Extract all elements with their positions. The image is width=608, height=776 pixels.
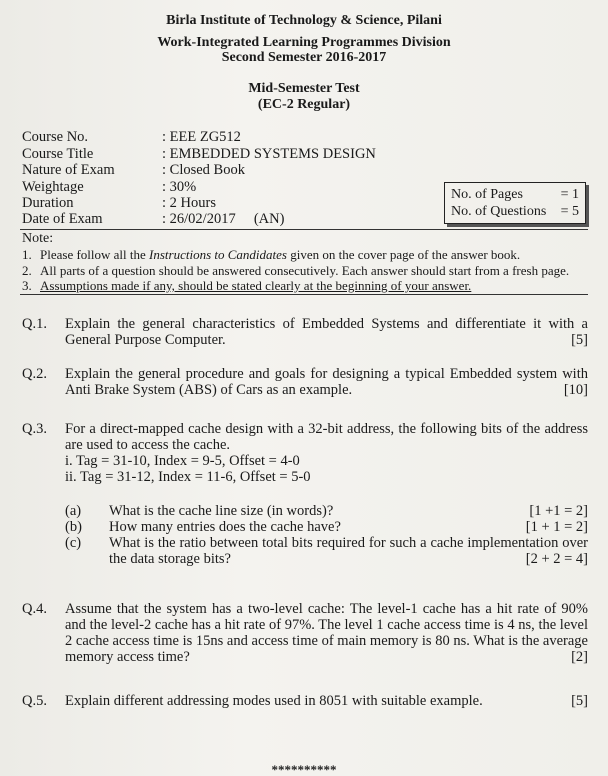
regulation: (EC-2 Regular) xyxy=(257,97,351,112)
pages-value: = 1 xyxy=(560,187,579,202)
question-number: Q.1. xyxy=(22,316,47,332)
part-marks: [1 +1 = 2] xyxy=(529,503,588,519)
detail-value: : 30% xyxy=(162,179,197,195)
question-part xyxy=(65,503,588,519)
question-number: Q.5. xyxy=(22,693,47,709)
question-5 xyxy=(22,693,588,709)
division-name: Work-Integrated Learning Programmes Division xyxy=(157,35,451,50)
question-1 xyxy=(22,316,588,348)
note-number: 1. xyxy=(22,247,32,262)
part-text: What is the cache line size (in words)? xyxy=(109,503,334,519)
question-4 xyxy=(22,601,588,665)
note-item xyxy=(22,278,471,294)
part-label: (c) xyxy=(65,535,82,551)
part-text: How many entries does the cache have? xyxy=(109,519,341,535)
question-part xyxy=(65,519,588,535)
detail-value: : EEE ZG512 xyxy=(162,129,241,145)
detail-value: : 2 Hours xyxy=(162,195,216,211)
note-text: Please follow all the xyxy=(40,247,150,262)
divider xyxy=(20,229,588,230)
question-part xyxy=(65,535,588,567)
part-label: (b) xyxy=(65,519,82,535)
note-number: 3. xyxy=(22,278,32,293)
question-number: Q.2. xyxy=(22,366,47,382)
test-name: Mid-Semester Test xyxy=(248,81,360,96)
question-text: Explain the general characteristics of Embedded Systems and differentiate it with a General Purpose Computer. xyxy=(65,316,588,348)
question-number: Q.4. xyxy=(22,601,47,617)
question-marks: [2] xyxy=(571,649,588,665)
detail-value: : 26/02/2017 (AN) xyxy=(162,211,285,227)
institute-name: Birla Institute of Technology & Science, Pilani xyxy=(166,13,442,28)
note-text: given on the cover page of the answer book. xyxy=(286,247,521,262)
question-text: Explain the general procedure and goals for designing a typical Embedded system with Anti Brake System (ABS) of Cars as an example. xyxy=(65,366,588,398)
pages-label: No. of Pages xyxy=(451,187,523,202)
note-emphasis: Instructions to Candidates xyxy=(149,247,287,262)
question-marks: [5] xyxy=(571,332,588,348)
detail-value: : Closed Book xyxy=(162,162,245,178)
detail-label: Duration xyxy=(22,195,74,211)
questions-value: = 5 xyxy=(560,204,579,219)
question-text: Assume that the system has a two-level cache: The level-1 cache has a hit rate of 90% and the level-2 cache has a hit rate of 97%. The level 1 cache access time is 4 ns, the level 2 cache access time is 15ns and access time of main memory is 80 ns. What is the average memory access time? xyxy=(65,601,588,665)
detail-label: Date of Exam xyxy=(22,211,103,227)
detail-label: Course No. xyxy=(22,129,89,145)
question-text: For a direct-mapped cache design with a 32-bit address, the following bits of the address are used to access the cache. xyxy=(65,421,588,453)
part-marks: [1 + 1 = 2] xyxy=(525,519,588,535)
question-text: Explain different addressing modes used in 8051 with suitable example. xyxy=(65,693,483,709)
detail-label: Weightage xyxy=(22,179,84,195)
divider xyxy=(20,294,588,295)
question-marks: [10] xyxy=(563,382,588,398)
question-case: i. Tag = 31-10, Index = 9-5, Offset = 4-0 xyxy=(65,453,300,469)
note-number: 2. xyxy=(22,263,32,278)
note-title: Note: xyxy=(22,231,54,246)
part-label: (a) xyxy=(65,503,82,519)
note-text: Assumptions made if any, should be stated clearly at the beginning of your answer. xyxy=(40,278,472,293)
part-marks: [2 + 2 = 4] xyxy=(525,551,588,567)
questions-label: No. of Questions xyxy=(451,204,547,219)
info-box xyxy=(444,182,586,224)
detail-label: Nature of Exam xyxy=(22,162,115,178)
note-text: All parts of a question should be answered consecutively. Each answer should start from a fresh page. xyxy=(40,263,570,278)
detail-value: : EMBEDDED SYSTEMS DESIGN xyxy=(162,146,376,162)
question-3 xyxy=(22,421,588,567)
detail-label: Course Title xyxy=(22,146,94,162)
question-2 xyxy=(22,366,588,398)
note-item xyxy=(22,263,569,279)
semester: Second Semester 2016-2017 xyxy=(221,50,387,65)
end-marker: ********** xyxy=(271,762,337,776)
question-case: ii. Tag = 31-12, Index = 11-6, Offset = 5-0 xyxy=(65,469,311,485)
question-marks: [5] xyxy=(571,693,588,709)
part-text: What is the ratio between total bits required for such a cache implementation over the data storage bits? xyxy=(109,535,588,567)
note-item xyxy=(22,247,520,263)
question-number: Q.3. xyxy=(22,421,47,437)
